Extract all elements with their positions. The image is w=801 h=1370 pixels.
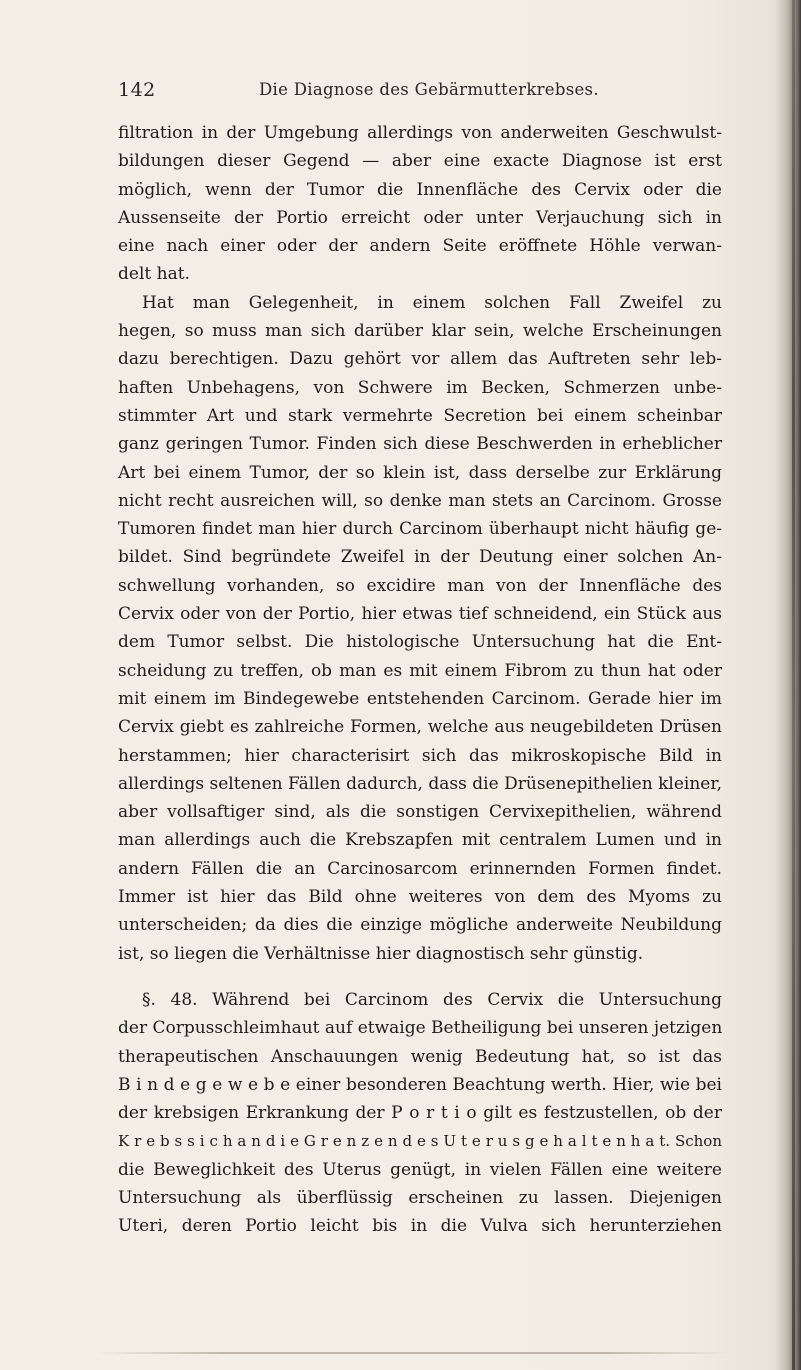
text-line: herstammen; hier characterisirt sich das mikroskopische Bild in <box>118 745 722 766</box>
text-line: Aussenseite der Portio erreicht oder unter Verjauchung sich in <box>118 207 722 228</box>
text-line: bildet. Sind begründete Zweifel in der Deutung einer solchen An- <box>118 547 722 568</box>
text-line: Hat man Gelegenheit, in einem solchen Fall Zweifel zu <box>142 292 722 313</box>
text-line: eine nach einer oder der andern Seite eröffnete Höhle verwan- <box>118 236 722 257</box>
text-line: ganz geringen Tumor. Finden sich diese Beschwerden in erheblicher <box>118 434 722 455</box>
text-line: dazu berechtigen. Dazu gehört vor allem das Auftreten sehr leb- <box>118 349 722 370</box>
text-line: filtration in der Umgebung allerdings von anderweiten Geschwulst- <box>118 123 722 143</box>
text-line: delt hat. <box>118 264 190 285</box>
text-line: Immer ist hier das Bild ohne weiteres von dem des Myoms zu <box>118 887 722 908</box>
text-line: die Beweglichkeit des Uterus genügt, in vielen Fällen eine weitere <box>118 1159 722 1180</box>
page-edge-shadow <box>775 0 801 1370</box>
text-line: Uteri, deren Portio leicht bis in die Vulva sich herunterziehen <box>118 1216 722 1237</box>
text-line: Untersuchung als überflüssig erscheinen zu lassen. Diejenigen <box>118 1187 722 1208</box>
text-line: Tumoren findet man hier durch Carcinom überhaupt nicht häufig ge- <box>118 519 722 540</box>
text-line: der krebsigen Erkrankung der P o r t i o gilt es festzustellen, ob der <box>118 1103 722 1124</box>
text-line: dem Tumor selbst. Die histologische Untersuchung hat die Ent- <box>118 632 722 653</box>
text-line: bildungen dieser Gegend — aber eine exacte Diagnose ist erst <box>118 151 722 172</box>
text-line: möglich, wenn der Tumor die Innenfläche des Cervix oder die <box>118 179 722 200</box>
text-line: hegen, so muss man sich darüber klar sein, welche Erscheinungen <box>118 321 722 342</box>
body-text <box>118 119 722 1241</box>
text-line: schwellung vorhanden, so excidire man von der Innenfläche des <box>118 575 722 596</box>
text-line: Cervix giebt es zahlreiche Formen, welche aus neugebildeten Drüsen <box>118 717 722 738</box>
paragraph-3 <box>118 986 722 1241</box>
text-line: aber vollsaftiger sind, als die sonstigen Cervixepithelien, während <box>118 802 722 823</box>
text-line: andern Fällen die an Carcinosarcom erinnernden Formen findet. <box>118 858 722 879</box>
text-line: nicht recht ausreichen will, so denke man stets an Carcinom. Grosse <box>118 490 722 511</box>
text-line: haften Unbehagens, von Schwere im Becken, Schmerzen unbe- <box>118 377 722 398</box>
text-line: der Corpusschleimhaut auf etwaige Betheiligung bei unseren jetzigen <box>118 1018 723 1039</box>
text-line: allerdings seltenen Fällen dadurch, dass die Drüsenepithelien kleiner, <box>118 773 722 794</box>
text-line: ist, so liegen die Verhältnisse hier diagnostisch sehr günstig. <box>118 943 644 964</box>
text-line: K r e b s s i c h a n d i e G r e n z e n d e s U t e r u s g e h a l t e n h a t. Schon <box>118 1132 722 1151</box>
text-line: mit einem im Bindegewebe entstehenden Carcinom. Gerade hier im <box>118 688 722 709</box>
text-line: stimmter Art und stark vermehrte Secretion bei einem scheinbar <box>118 405 722 426</box>
binding-edge <box>792 0 795 1370</box>
page-number: 142 <box>118 79 156 101</box>
text-line: therapeutischen Anschauungen wenig Bedeutung hat, so ist das <box>118 1046 722 1067</box>
running-title: Die Diagnose des Gebärmutterkrebses. <box>259 80 599 99</box>
text-line: Art bei einem Tumor, der so klein ist, dass derselbe zur Erklärung <box>118 462 722 483</box>
paragraph-2 <box>118 289 722 968</box>
paragraph-1 <box>118 119 722 289</box>
text-line: scheidung zu treffen, ob man es mit einem Fibrom zu thun hat oder <box>118 660 722 681</box>
text-line: §. 48. Während bei Carcinom des Cervix die Untersuchung <box>142 989 722 1010</box>
text-line: unterscheiden; da dies die einzige mögliche anderweite Neubildung <box>118 915 722 936</box>
section-gap <box>118 968 722 986</box>
text-line: man allerdings auch die Krebszapfen mit centralem Lumen und in <box>118 830 722 851</box>
text-line: B i n d e g e w e b e einer besonderen Beachtung werth. Hier, wie bei <box>118 1074 722 1095</box>
text-line: Cervix oder von der Portio, hier etwas tief schneidend, ein Stück aus <box>118 604 722 625</box>
page-bottom-edge <box>95 1352 735 1354</box>
